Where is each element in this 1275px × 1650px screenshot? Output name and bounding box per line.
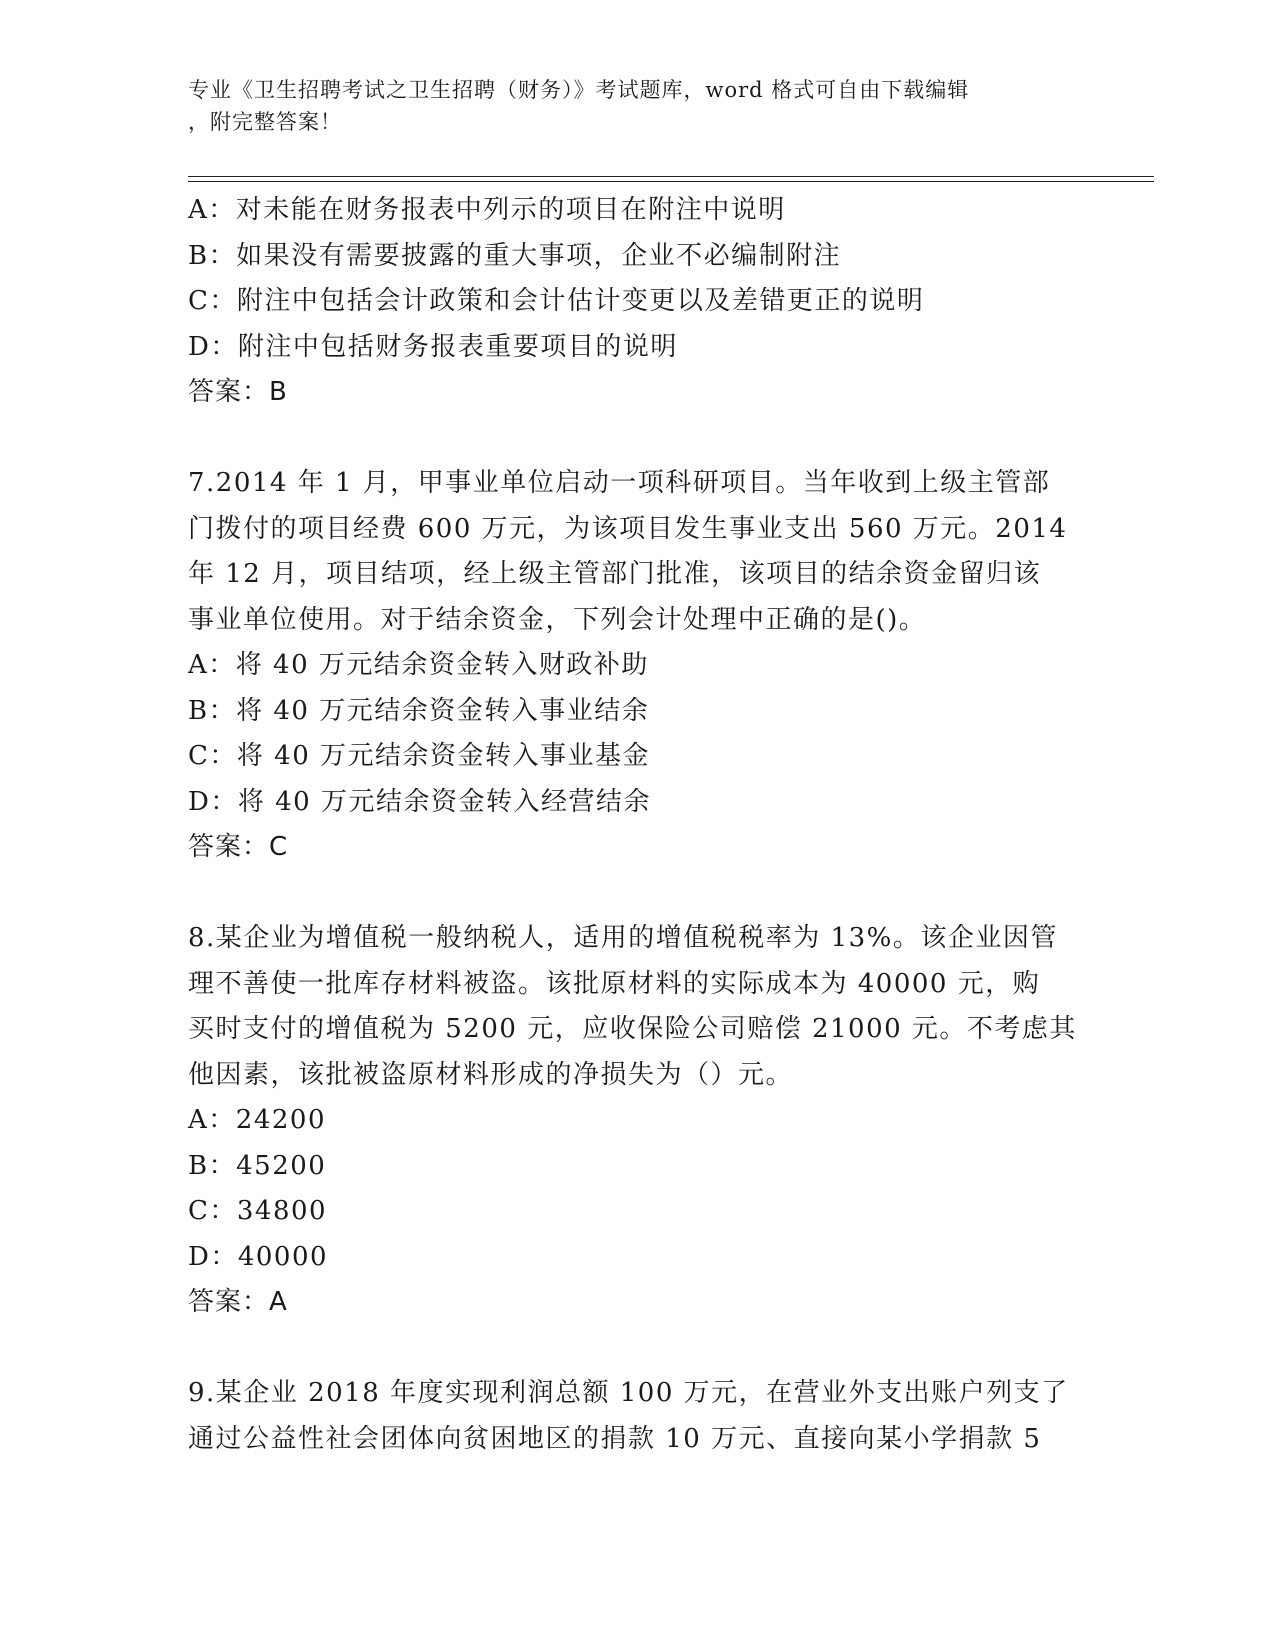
question-9: [188, 1371, 1088, 1462]
question-stem-line: 他因素，该批被盗原材料形成的净损失为（）元。: [188, 1059, 794, 1090]
spacer: [188, 871, 1088, 917]
question-stem-line: 7.2014 年 1 月，甲事业单位启动一项科研项目。当年收到上级主管部: [188, 468, 1051, 498]
question-stem-line: 8.某企业为增值税一般纳税人，适用的增值税税率为 13%。该企业因管: [188, 923, 1058, 953]
question-stem-line: 通过公益性社会团体向贫困地区的捐款 10 万元、直接向某小学捐款 5: [188, 1423, 1042, 1454]
question-stem-line: 买时支付的增值税为 5200 元，应收保险公司赔偿 21000 元。不考虑其: [188, 1014, 1077, 1044]
option-a: A：24200: [188, 1105, 326, 1135]
question-stem-line: 9.某企业 2018 年度实现利润总额 100 万元，在营业外支出账户列支了: [188, 1378, 1069, 1408]
answer: 答案：C: [188, 832, 289, 862]
option-b: B：如果没有需要披露的重大事项，企业不必编制附注: [188, 240, 842, 271]
option-d: D：40000: [188, 1241, 329, 1272]
header-divider: [188, 176, 1154, 182]
question-8: [188, 916, 1088, 1326]
option-d: D：附注中包括财务报表重要项目的说明: [188, 331, 678, 362]
header-line-1: 专业《卫生招聘考试之卫生招聘（财务）》考试题库，word 格式可自由下载编辑: [188, 78, 970, 102]
spacer: [188, 1326, 1088, 1372]
spacer: [188, 416, 1088, 462]
question-stem-line: 门拨付的项目经费 600 万元，为该项目发生事业支出 560 万元。2014: [188, 513, 1068, 544]
header-line-2: ，附完整答案！: [188, 110, 342, 134]
option-d: D：将 40 万元结余资金转入经营结余: [188, 786, 651, 817]
question-content: [188, 188, 1088, 1462]
option-c: C：将 40 万元结余资金转入事业基金: [188, 741, 651, 771]
question-stem-line: 事业单位使用。对于结余资金，下列会计处理中正确的是()。: [188, 604, 927, 635]
option-b: B：45200: [188, 1150, 327, 1181]
answer: 答案：B: [188, 377, 288, 407]
option-a: A：将 40 万元结余资金转入财政补助: [188, 650, 649, 680]
document-header: [188, 74, 1068, 138]
option-b: B：将 40 万元结余资金转入事业结余: [188, 695, 650, 726]
question-6: [188, 188, 1088, 416]
option-a: A：对未能在财务报表中列示的项目在附注中说明: [188, 195, 786, 225]
question-stem-line: 年 12 月，项目结项，经上级主管部门批准，该项目的结余资金留归该: [188, 559, 1042, 589]
question-stem-line: 理不善使一批库存材料被盗。该批原材料的实际成本为 40000 元，购: [188, 968, 1041, 999]
answer: 答案：A: [188, 1287, 288, 1317]
option-c: C：附注中包括会计政策和会计估计变更以及差错更正的说明: [188, 286, 925, 316]
question-7: [188, 461, 1088, 871]
option-c: C：34800: [188, 1196, 328, 1226]
